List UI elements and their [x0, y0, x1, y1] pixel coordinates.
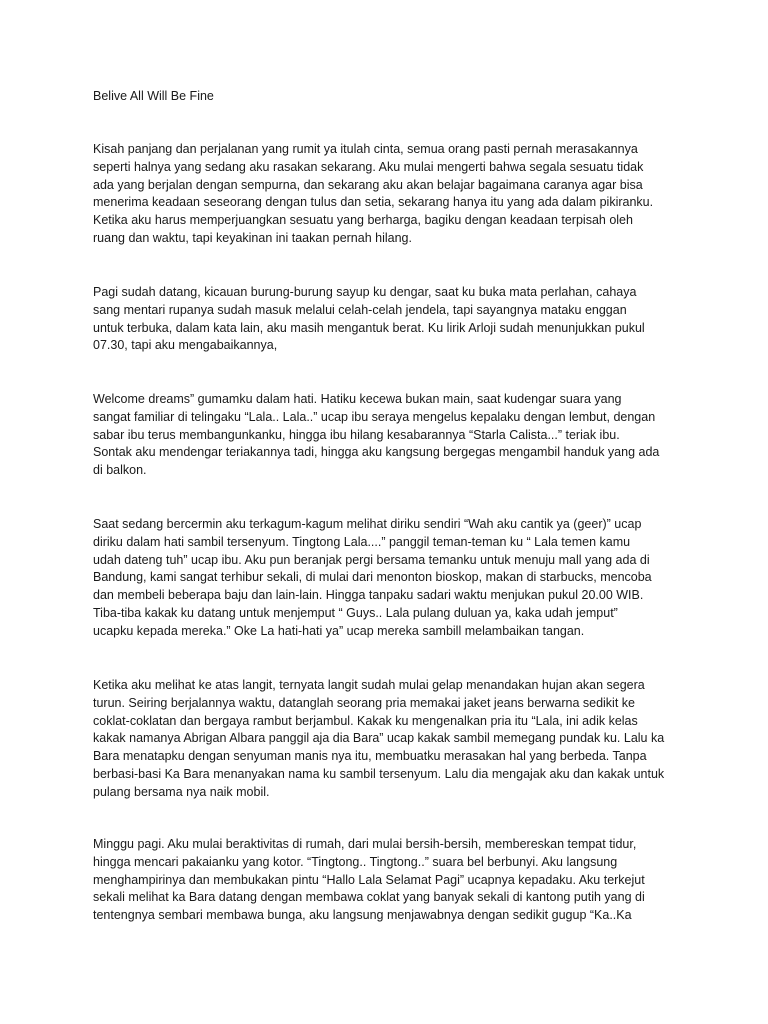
paragraph-line: Welcome dreams” gumamku dalam hati. Hatiku kecewa bukan main, saat kudengar suara yang [93, 392, 622, 406]
paragraph-line: sang mentari rupanya sudah masuk melalui celah-celah jendela, tapi sayangnya mataku enggan [93, 302, 627, 317]
paragraph-line: sekali melihat ka Bara datang dengan membawa coklat yang banyak sekali di kantong putih yang di [93, 890, 645, 905]
paragraph-1 [93, 141, 683, 248]
paragraph-line: hingga mencari pakaianku yang kotor. “Tingtong.. Tingtong..” suara bel berbunyi. Aku langsung [93, 854, 618, 869]
document-title: Belive All Will Be Fine [93, 89, 214, 103]
paragraph-line: Kisah panjang dan perjalanan yang rumit ya itulah cinta, semua orang pasti pernah merasakannya [93, 142, 638, 156]
paragraph-6 [93, 836, 683, 925]
paragraph-line: Sontak aku mendengar teriakannya tadi, hingga aku kangsung bergegas mengambil handuk yang ada [93, 445, 660, 460]
paragraph-line: Pagi sudah datang, kicauan burung-burung sayup ku dengar, saat ku buka mata perlahan, cahaya [93, 285, 637, 299]
paragraph-line: diriku dalam hati sambil tersenyum. Tingtong Lala....” panggil teman-teman ku “ Lala temen kamu [93, 534, 631, 549]
paragraph-line: udah dateng tuh” ucap ibu. Aku pun beranjak pergi bersama temanku untuk menuju mall yang ada di [93, 552, 650, 567]
paragraph-line: menerima keadaan seseorang dengan tulus dan setia, sekarang hanya itu yang ada dalam pikiranku. [93, 195, 654, 210]
paragraph-line: sangat familiar di telingaku “Lala.. Lala..” ucap ibu seraya mengelus kepalaku dengan lembut, dengan [93, 409, 656, 424]
paragraph-line: dan membeli beberapa baju dan lain-lain. Hingga tanpaku sadari waktu menjukan pukul 20.00 WIB. [93, 588, 644, 603]
paragraph-line: 07.30, tapi aku mengabaikannya, [93, 338, 278, 353]
paragraph-line: di balkon. [93, 463, 147, 478]
paragraph-4 [93, 516, 683, 641]
paragraph-2 [93, 284, 683, 355]
paragraph-line: Ketika aku melihat ke atas langit, ternyata langit sudah mulai gelap menandakan hujan akan segera [93, 678, 645, 692]
paragraph-line: pulang bersama nya naik mobil. [93, 784, 270, 799]
paragraph-5 [93, 677, 683, 802]
paragraph-line: ruang dan waktu, tapi keyakinan ini taakan pernah hilang. [93, 230, 412, 245]
paragraph-line: coklat-coklatan dan bergaya rambut berjambul. Kakak ku mengenalkan pria itu “Lala, ini adik kelas [93, 713, 638, 728]
paragraph-line: Ketika aku harus memperjuangkan sesuatu yang berharga, bagiku dengan keadaan terpisah oleh [93, 213, 633, 228]
paragraph-line: turun. Seiring berjalannya waktu, datanglah seorang pria memakai jaket jeans berwarna sedikit ke [93, 695, 635, 710]
paragraph-line: sabar ibu terus membangunkanku, hingga ibu hilang kesabarannya “Starla Calista...” teriak ibu. [93, 427, 620, 442]
paragraph-line: kakak namanya Abrigan Albara panggil aja dia Bara” ucap kakak sambil memegang pundak ku. Lalu ka [93, 731, 665, 746]
paragraph-line: untuk terbuka, dalam kata lain, aku masih mengantuk berat. Ku lirik Arloji sudah menunjukkan pukul [93, 320, 645, 335]
paragraph-line: tentengnya sembari membawa bunga, aku langsung menjawabnya dengan sedikit gugup “Ka..Ka [93, 908, 632, 923]
paragraph-line: ada yang berjalan dengan sempurna, dan sekarang aku akan belajar bagaimana caranya agar bisa [93, 177, 643, 192]
paragraph-line: Saat sedang bercermin aku terkagum-kagum melihat diriku sendiri “Wah aku cantik ya (geer)” ucap [93, 517, 642, 531]
paragraph-line: ucapku kepada mereka.” Oke La hati-hati ya” ucap mereka sambill melambaikan tangan. [93, 623, 585, 638]
paragraph-line: Bandung, kami sangat terhibur sekali, di mulai dari menonton bioskop, makan di starbucks, mencoba [93, 570, 652, 585]
paragraph-line: Bara menatapku dengan senyuman manis nya itu, membuatku merasakan hal yang berbeda. Tanpa [93, 749, 647, 764]
paragraph-line: menghampirinya dan membukakan pintu “Hallo Lala Selamat Pagi” ucapnya kepadaku. Aku terkejut [93, 872, 645, 887]
paragraph-line: seperti halnya yang sedang aku rasakan sekarang. Aku mulai mengerti bahwa segala sesuatu tidak [93, 159, 644, 174]
paragraph-line: berbasi-basi Ka Bara menanyakan nama ku sambil tersenyum. Lalu dia mengajak aku dan kakak untuk [93, 766, 665, 781]
paragraph-line: Tiba-tiba kakak ku datang untuk menjemput “ Guys.. Lala pulang duluan ya, kaka udah jemput” [93, 605, 618, 620]
paragraph-line: Minggu pagi. Aku mulai beraktivitas di rumah, dari mulai bersih-bersih, membereskan tempat tidur, [93, 837, 637, 851]
paragraph-3 [93, 391, 683, 480]
